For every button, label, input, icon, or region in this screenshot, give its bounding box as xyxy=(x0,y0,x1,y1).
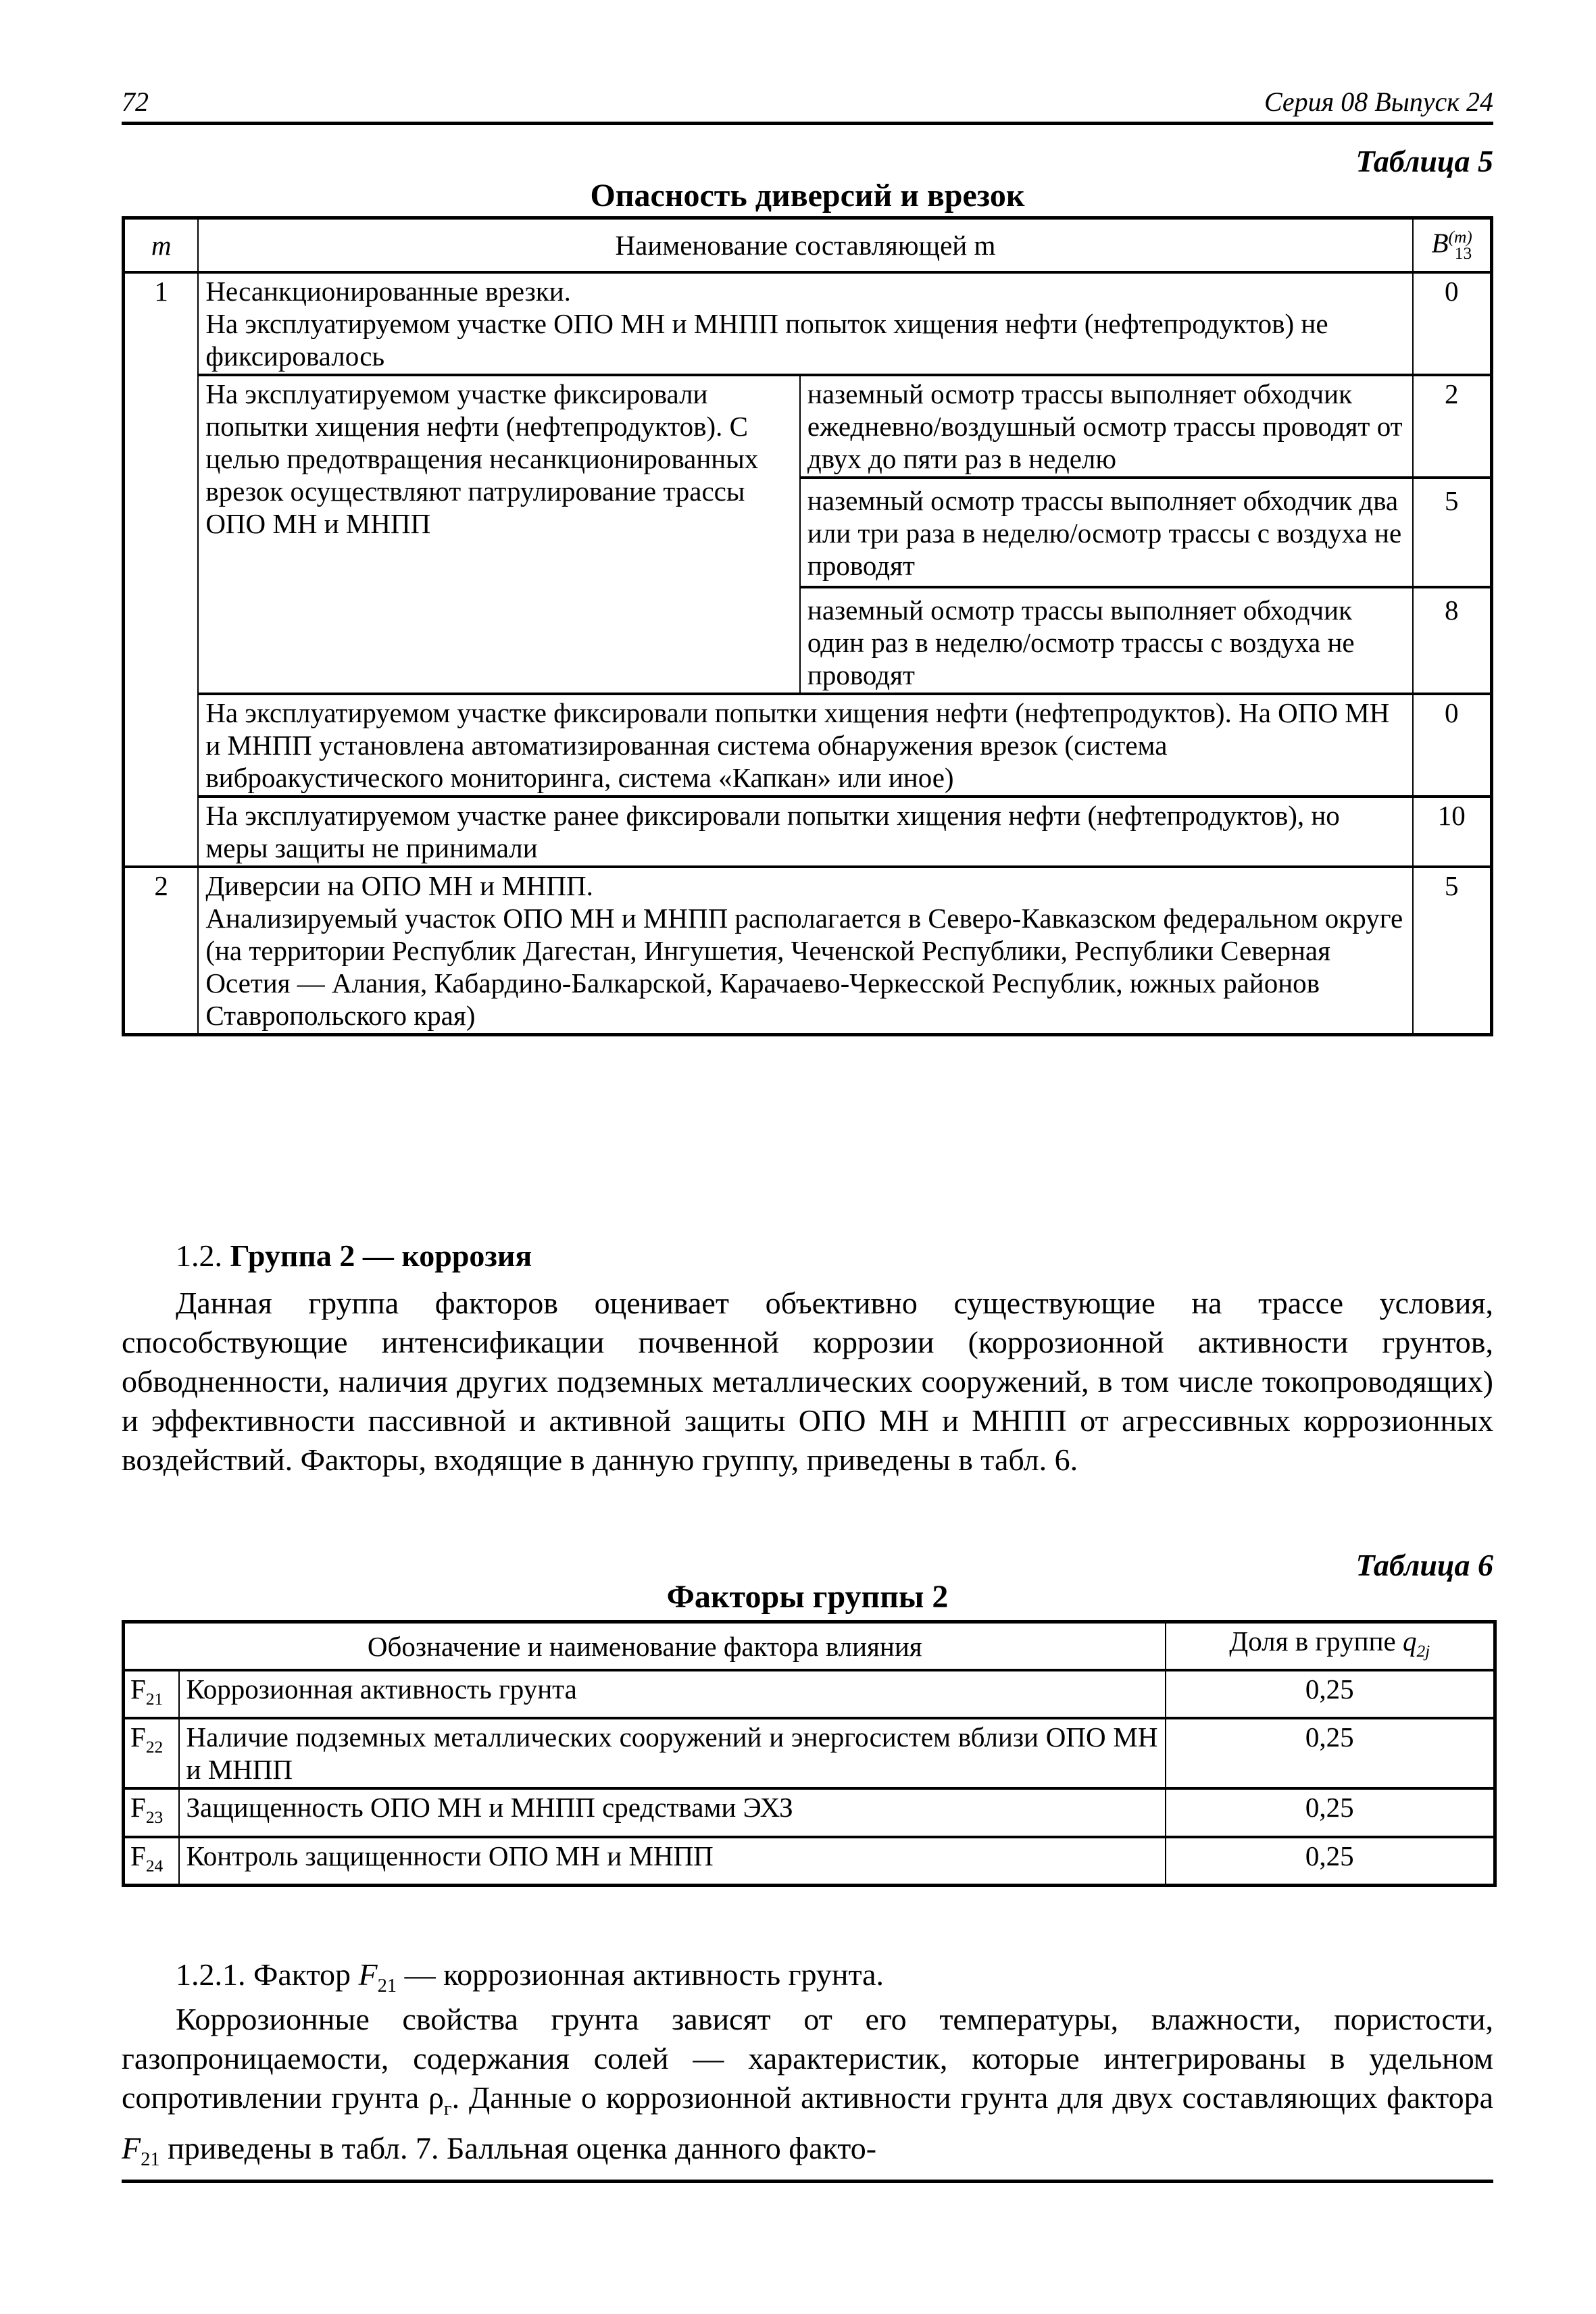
row-m-2: 2 xyxy=(124,867,199,1035)
table6 xyxy=(122,1620,1497,1887)
col-m-header: m xyxy=(124,218,199,272)
row-text: Несанкционированные врезки. На эксплуатируемом участке ОПО МН и МНПП попыток хищения нефти (нефтепродуктов) не фиксировалось xyxy=(198,272,1412,375)
factor-share: 0,25 xyxy=(1166,1837,1495,1886)
col-factor-header: Обозначение и наименование фактора влияния xyxy=(124,1622,1166,1671)
factor-name: Контроль защищенности ОПО МН и МНПП xyxy=(179,1837,1166,1886)
factor-code: $F_{23}$ xyxy=(124,1788,179,1836)
table6-title: Факторы группы 2 xyxy=(666,1579,949,1615)
row-text: Диверсии на ОПО МН и МНПП. Анализируемый участок ОПО МН и МНПП располагается в Северо-Кавказском федеральном округе (на территории Республик Дагестан, Ингушетия, Чеченской Республики, Республики Северная Осетия — Алания, Кабардино-Балкарской, Карачаево-Черкесской Республик, южных районов Ставропольского края) xyxy=(198,867,1412,1035)
table5-label: Таблица 5 xyxy=(1355,144,1493,178)
row-value: 2 xyxy=(1413,375,1492,478)
table-row xyxy=(124,797,1492,867)
factor-name: Наличие подземных металлических сооружений и энергосистем вблизи ОПО МН и МНПП xyxy=(179,1718,1166,1788)
series-label: Серия 08 Выпуск 24 xyxy=(1264,86,1493,117)
row-text: На эксплуатируемом участке ранее фиксировали попытки хищения нефти (нефтепродуктов), но меры защиты не принимали xyxy=(198,797,1412,867)
factor-name: Коррозионная активность грунта xyxy=(179,1670,1166,1718)
section-1-2-paragraph: Данная группа факторов оценивает объективно существующие на трассе условия, способствующие интенсификации почвенной коррозии (коррозионной активности грунтов, обводненности, наличия других подземных металлических сооружений, в том числе токопроводящих) и эффективности пассивной и активной защиты ОПО МН и МНПП от агрессивных коррозионных воздействий. Факторы, входящие в данную группу, приведены в табл. 6. xyxy=(122,1286,1493,1477)
table5 xyxy=(122,216,1493,1036)
sub-values: 5 8 xyxy=(1413,478,1492,694)
section-1-2-1-paragraph: Коррозионные свойства грунта зависят от его температуры, влажности, пористости, газопроницаемости, содержания солей — характеристик, которые интегрированы в удельном сопротивлении грунта $\rho_г$. Данные о коррозионной активности грунта для двух составляющих фактора $F_{21}$ приведены в табл. 7. Балльная оценка данного факто- xyxy=(122,2002,1493,2171)
table-row xyxy=(124,272,1492,375)
condition-cell: На эксплуатируемом участке фиксировали попытки хищения нефти (нефтепродуктов). С целью предотвращения несанкционированных врезок осуществляют патрулирование трассы ОПО МН и МНПП xyxy=(198,375,800,694)
sub-condition: наземный осмотр трассы выполняет обходчик ежедневно/воздушный осмотр трассы проводят от двух до пяти раз в неделю xyxy=(800,375,1413,478)
factor-share: 0,25 xyxy=(1166,1718,1495,1788)
row-value: 5 xyxy=(1413,867,1492,1035)
table6-header-row xyxy=(124,1622,1495,1671)
col-b-header: $B^{(m)}_{13}$ xyxy=(1413,218,1492,272)
section-heading-1-2: 1.2. Группа 2 — коррозия xyxy=(176,1238,532,1273)
row-m-1: 1 xyxy=(124,272,199,867)
table-row xyxy=(124,1718,1495,1788)
table-row xyxy=(124,1788,1495,1836)
factor-code: $F_{22}$ xyxy=(124,1718,179,1788)
section-heading-1-2-1: 1.2.1. Фактор $F_{21}$ — коррозионная активность грунта. xyxy=(176,1957,884,1997)
running-header xyxy=(122,86,1493,125)
row-value: 0 xyxy=(1413,694,1492,797)
sub-condition-group: наземный осмотр трассы выполняет обходчик два или три раза в неделю/осмотр трассы с воздуха не проводят наземный осмотр трассы выполняет обходчик один раз в неделю/осмотр трассы с воздуха не проводят xyxy=(800,478,1413,694)
table-row xyxy=(124,694,1492,797)
factor-code: $F_{24}$ xyxy=(124,1837,179,1886)
factor-share: 0,25 xyxy=(1166,1670,1495,1718)
table-row xyxy=(124,375,1492,478)
table-row xyxy=(124,1837,1495,1886)
page-number: 72 xyxy=(122,86,149,117)
table5-header-row xyxy=(124,218,1492,272)
factor-code: $F_{21}$ xyxy=(124,1670,179,1718)
row-text: На эксплуатируемом участке фиксировали попытки хищения нефти (нефтепродуктов). На ОПО МН и МНПП установлена автоматизированная система обнаружения врезок (система виброакустического мониторинга, система «Капкан» или иное) xyxy=(198,694,1412,797)
col-share-header: Доля в группе $q_{2j}$ xyxy=(1166,1622,1495,1671)
row-value: 0 xyxy=(1413,272,1492,375)
factor-share: 0,25 xyxy=(1166,1788,1495,1836)
col-name-header: Наименование составляющей m xyxy=(198,218,1412,272)
table5-title: Опасность диверсий и врезок xyxy=(590,178,1025,213)
table-row xyxy=(124,867,1492,1035)
table-row xyxy=(124,1670,1495,1718)
table6-label: Таблица 6 xyxy=(1355,1548,1493,1582)
row-value: 10 xyxy=(1413,797,1492,867)
factor-name: Защищенность ОПО МН и МНПП средствами ЭХЗ xyxy=(179,1788,1166,1836)
footer-rule xyxy=(122,2180,1493,2183)
